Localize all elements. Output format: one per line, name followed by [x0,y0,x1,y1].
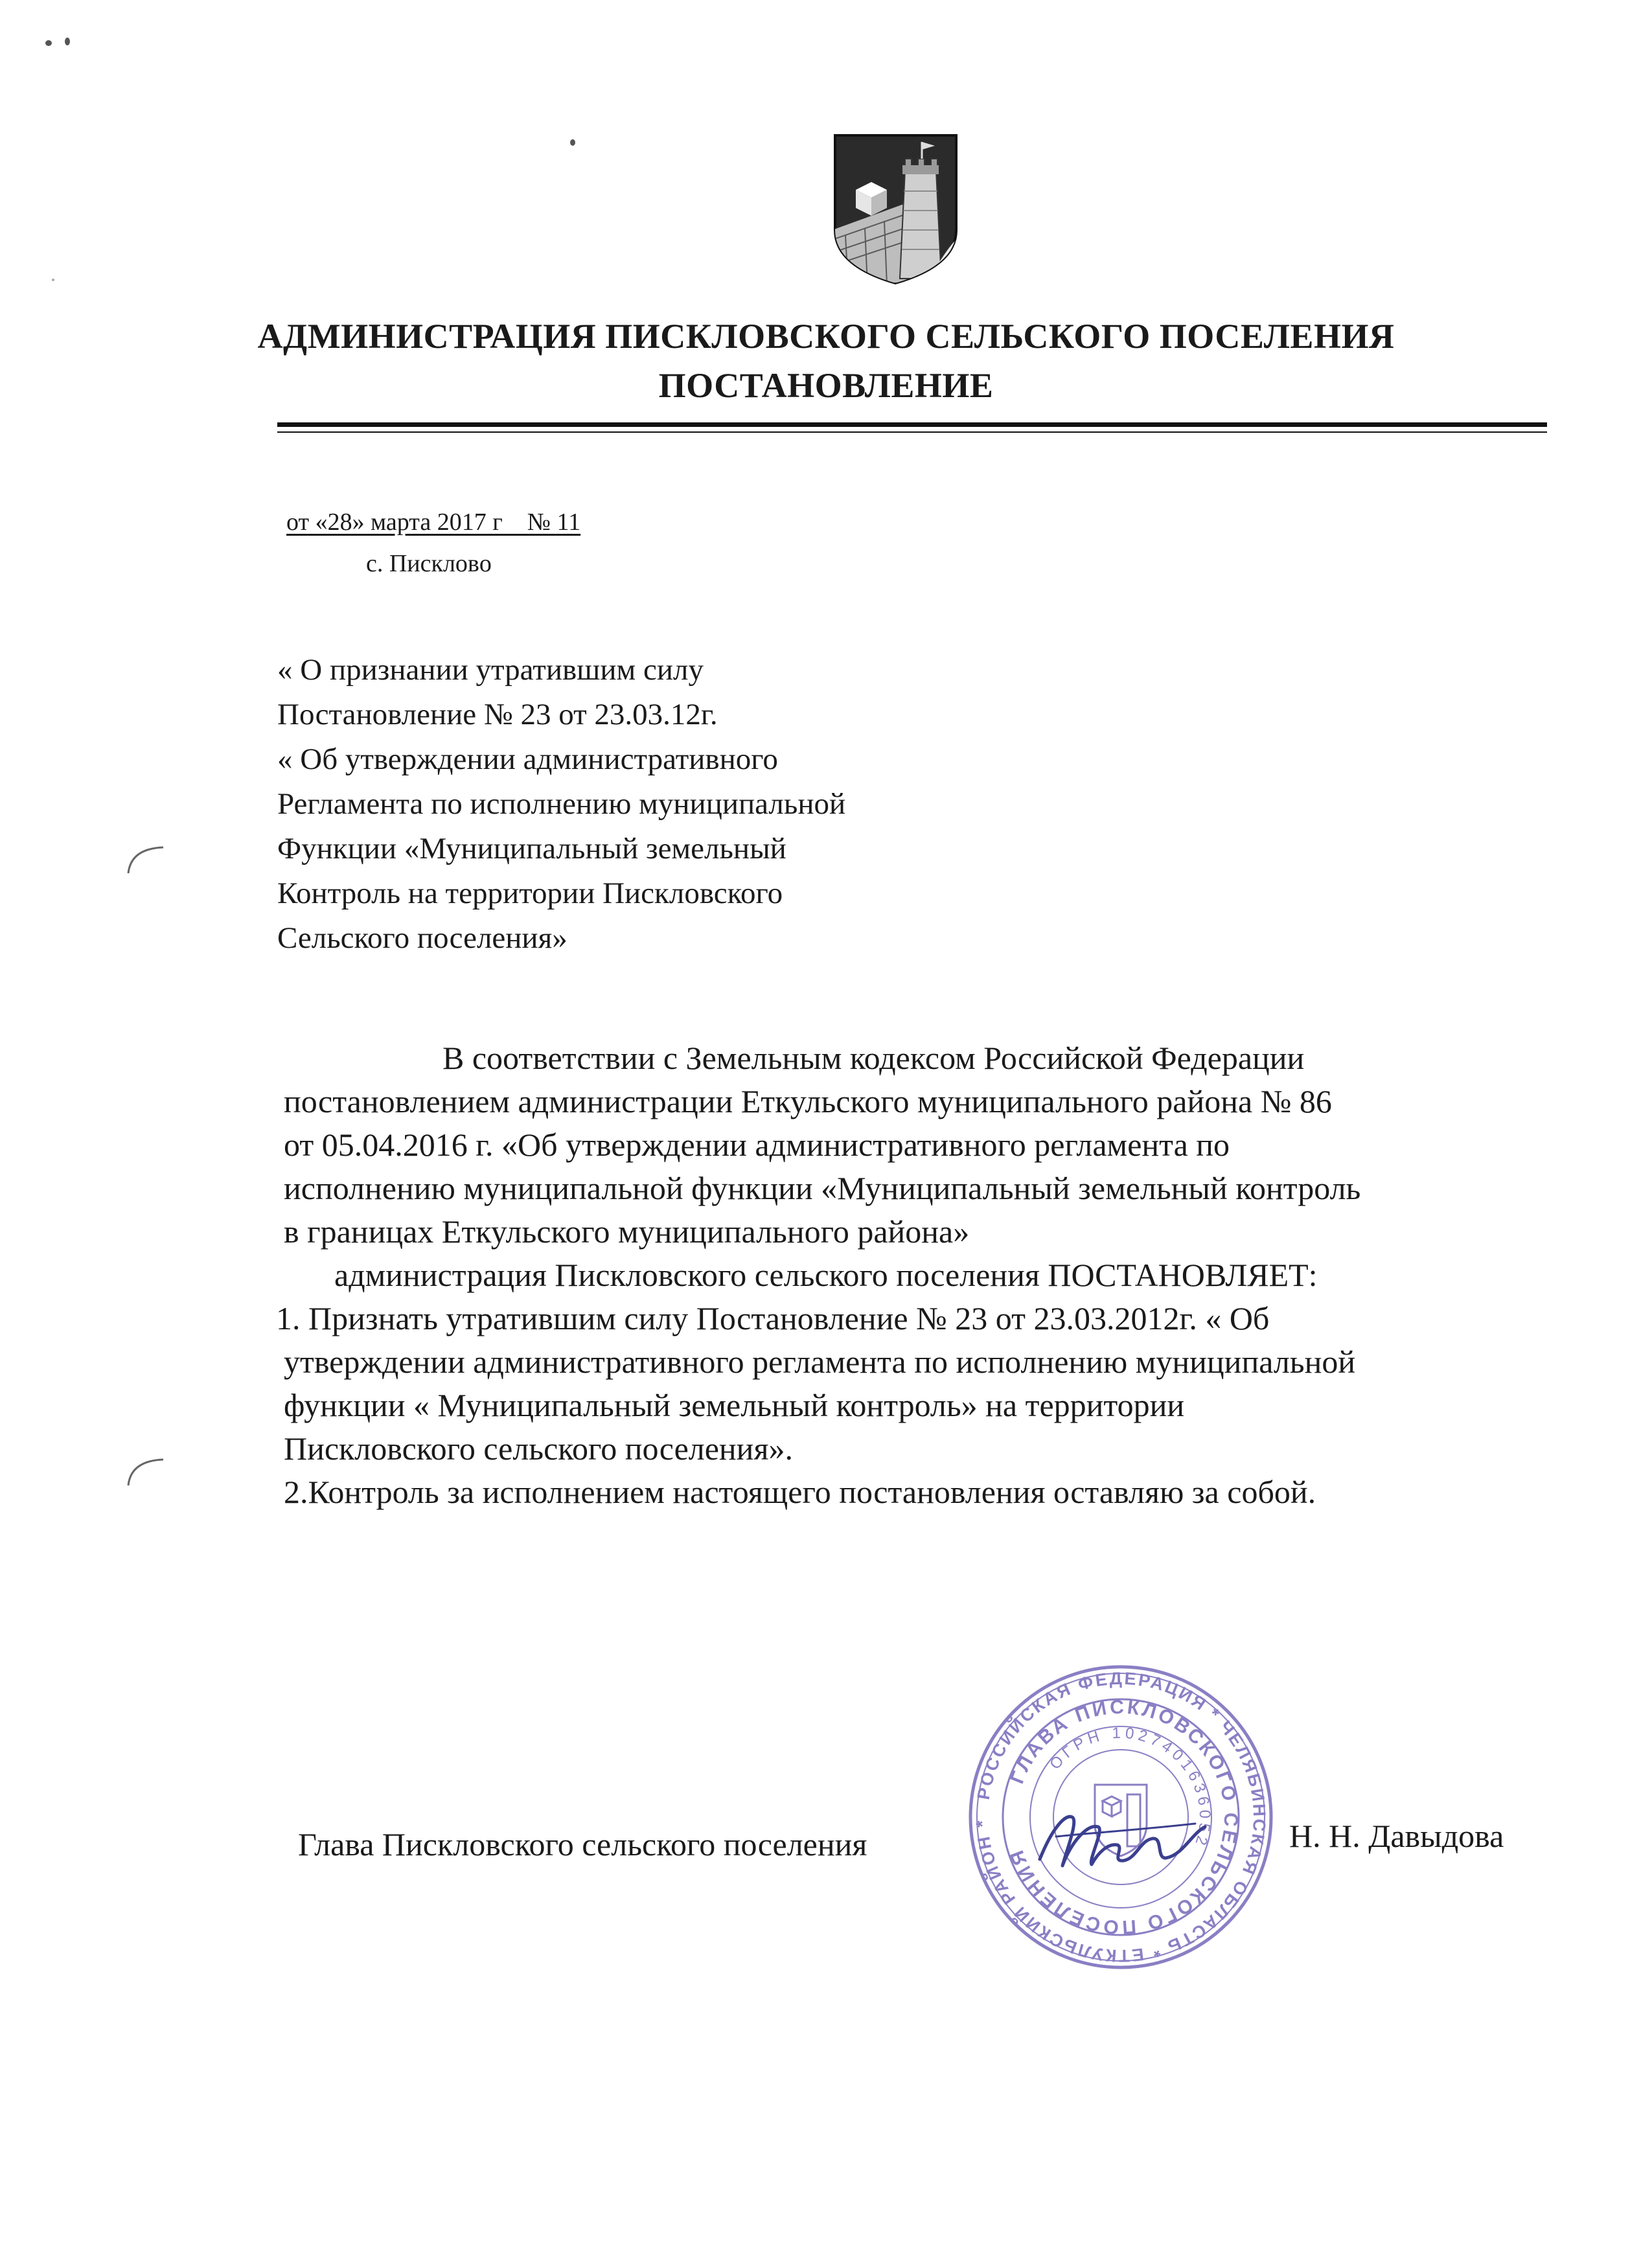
title-line: Регламента по исполнению муниципальной [277,787,846,821]
seal-outer-text: РОССИЙСКАЯ ФЕДЕРАЦИЯ * ЧЕЛЯБИНСКАЯ ОБЛАСТЬ * ЕТКУЛЬСКИЙ РАЙОН * [972,1668,1270,1966]
punch-hole-mark [123,842,181,900]
body-line: в границах Еткульского муниципального района» [284,1213,970,1250]
resolution-title [277,648,1184,961]
title-line: Постановление № 23 от 23.03.12г. [277,698,718,731]
body-line: Пискловского сельского поселения». [284,1430,793,1467]
body-line: утверждении административного регламента по исполнению муниципальной [284,1344,1356,1380]
document-type: ПОСТАНОВЛЕНИЕ [658,366,994,405]
date-number-line: от «28» марта 2017 г № 11 [286,509,581,536]
place-line: с. Пискловo [366,550,492,577]
body-line: от 05.04.2016 г. «Об утверждении административного регламента по [284,1127,1230,1163]
seal-number-text: ОГРН 1027401636052 [1046,1724,1214,1851]
body-line: администрация Пискловского сельского поселения ПОСТАНОВЛЯЕТ: [334,1257,1318,1293]
body-line: функции « Муниципальный земельный контроль» на территории [284,1387,1185,1423]
body-line: 2.Контроль за исполнением настоящего постановления оставляю за собой. [284,1474,1316,1510]
handwritten-signature [1027,1788,1215,1885]
scan-speck [570,139,575,146]
header-divider-thin [277,431,1547,433]
signer-role: Глава Пискловского сельского поселения [298,1826,867,1862]
body-line: В соответствии с Земельным кодексом Российской Федерации [442,1040,1305,1076]
scan-speck [45,40,52,46]
header-divider [277,422,1547,427]
signer-name: Н. Н. Давыдова [1289,1818,1504,1854]
title-line: « Об утверждении административного [277,742,778,776]
body-line: постановлением администрации Еткульского муниципального района № 86 [284,1083,1332,1119]
title-line: « О признании утратившим силу [277,653,704,687]
body-line: 1. Признать утратившим силу Постановление № 23 от 23.03.2012г. « Об [276,1300,1270,1336]
seal-inner-text: ГЛАВА ПИСКЛОВСКОГО СЕЛЬСКОГО ПОСЕЛЕНИЯ [1005,1696,1242,1938]
scan-speck [65,38,70,45]
title-line: Функции «Муниципальный земельный [277,832,786,865]
body-line: исполнению муниципальной функции «Муниципальный земельный контроль [284,1170,1361,1206]
title-line: Сельского поселения» [277,921,568,955]
punch-hole-mark [123,1454,181,1513]
resolution-body [276,1037,1566,1514]
scan-speck [52,279,54,281]
org-title: АДМИНИСТРАЦИЯ ПИСКЛОВСКОГО СЕЛЬСКОГО ПОСЕЛЕНИЯ [257,317,1395,356]
coat-of-arms-icon [832,133,959,285]
title-line: Контроль на территории Пискловского [277,876,783,910]
